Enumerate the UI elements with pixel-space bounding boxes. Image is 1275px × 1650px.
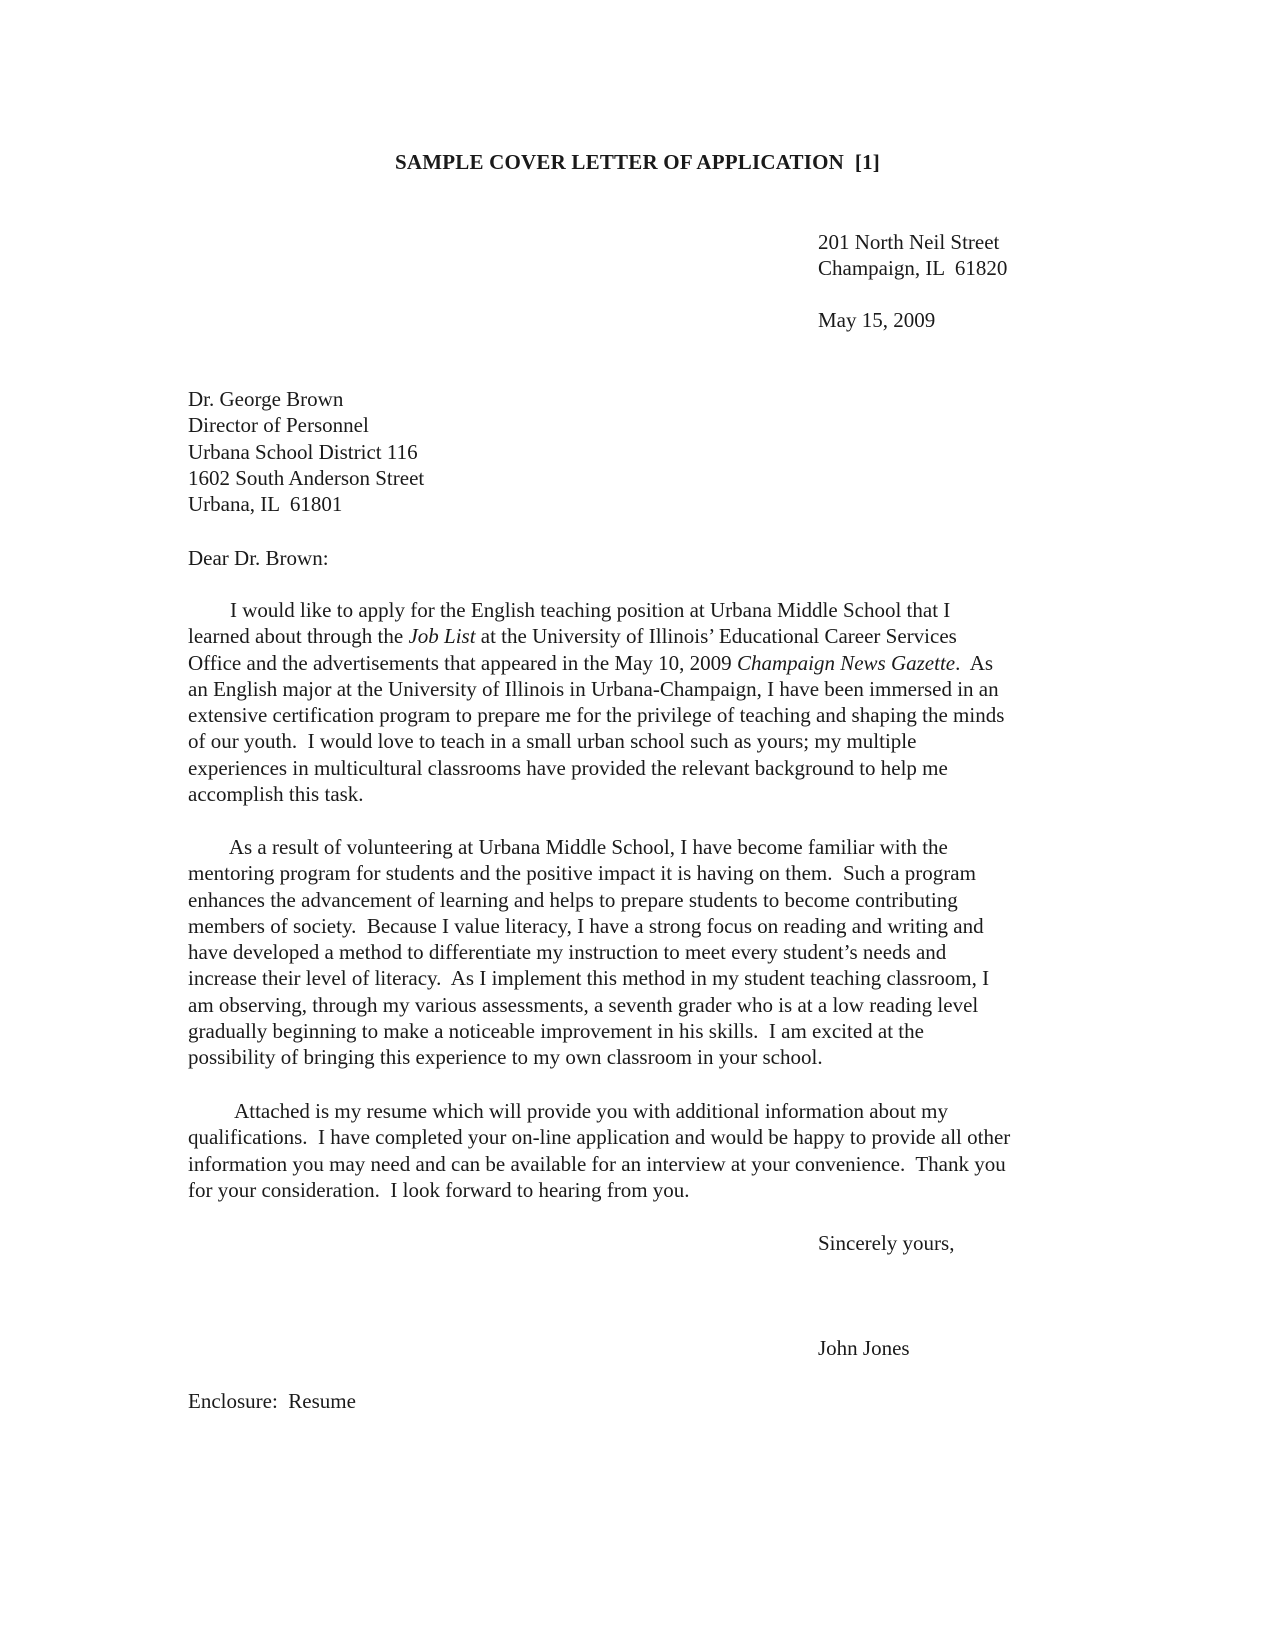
text-run: at the University of Illinois’ Educational Career Services xyxy=(475,624,957,649)
recipient-organization: Urbana School District 116 xyxy=(188,439,418,464)
paragraph-line: gradually beginning to make a noticeable improvement in his skills. I am excited at the xyxy=(188,1019,924,1044)
recipient-street: 1602 South Anderson Street xyxy=(188,465,425,490)
paragraph-line: extensive certification program to prepare me for the privilege of teaching and shaping the minds xyxy=(188,703,1005,728)
paragraph-line: enhances the advancement of learning and helps to prepare students to become contributing xyxy=(188,887,958,912)
paragraph-line: am observing, through my various assessments, a seventh grader who is at a low reading level xyxy=(188,992,979,1017)
signature-name: John Jones xyxy=(818,1336,910,1360)
paragraph-line: qualifications. I have completed your on-line application and would be happy to provide all other xyxy=(188,1125,1011,1150)
paragraph-line: Attached is my resume which will provide you with additional information about my xyxy=(188,1099,948,1123)
closing-text: Sincerely yours, xyxy=(818,1231,955,1255)
text-run: Office and the advertisements that appeared in the May 10, 2009 xyxy=(188,650,737,675)
enclosure-note xyxy=(188,1388,356,1414)
paragraph-line: possibility of bringing this experience to my own classroom in your school. xyxy=(188,1045,823,1070)
paragraph-line: information you may need and can be available for an interview at your convenience. Thank you xyxy=(188,1151,1006,1176)
paragraph-line: of our youth. I would love to teach in a small urban school such as yours; my multiple xyxy=(188,729,917,754)
salutation xyxy=(188,545,329,571)
paragraph-line: members of society. Because I value literacy, I have a strong focus on reading and writing and xyxy=(188,913,984,938)
job-list-title: Job List xyxy=(408,624,476,649)
paragraph-line: I would like to apply for the English teaching position at Urbana Middle School that I xyxy=(188,598,951,622)
newspaper-title: Champaign News Gazette xyxy=(736,650,956,675)
paragraph-line: for your consideration. I look forward to hearing from you. xyxy=(188,1177,690,1202)
salutation-text: Dear Dr. Brown: xyxy=(188,546,329,570)
text-run: . As xyxy=(955,650,994,675)
enclosure-text: Enclosure: Resume xyxy=(188,1389,356,1413)
date-text: May 15, 2009 xyxy=(818,308,936,332)
body-paragraph-2 xyxy=(188,834,1088,1071)
paragraph-line: experiences in multicultural classrooms have provided the relevant background to help me xyxy=(188,755,948,780)
recipient-city: Urbana, IL 61801 xyxy=(188,492,343,517)
page-title: SAMPLE COVER LETTER OF APPLICATION [1] xyxy=(394,150,880,174)
paragraph-line xyxy=(188,650,1088,676)
signature xyxy=(818,1335,910,1361)
recipient-name: Dr. George Brown xyxy=(188,387,344,411)
letter-date xyxy=(818,307,935,333)
sender-address xyxy=(818,229,1007,282)
paragraph-line: an English major at the University of Illinois in Urbana-Champaign, I have been immersed in an xyxy=(188,676,999,701)
body-paragraph-1 xyxy=(188,597,1088,807)
paragraph-line: As a result of volunteering at Urbana Middle School, I have become familiar with the xyxy=(188,835,948,859)
paragraph-line: mentoring program for students and the positive impact it is having on them. Such a program xyxy=(188,861,976,886)
recipient-address xyxy=(188,386,424,517)
paragraph-line: accomplish this task. xyxy=(188,782,364,807)
paragraph-line: increase their level of literacy. As I implement this method in my student teaching classroom, I xyxy=(188,966,990,991)
sender-city: Champaign, IL 61820 xyxy=(818,256,1008,281)
closing xyxy=(818,1230,954,1256)
body-paragraph-3 xyxy=(188,1098,1088,1203)
sender-street: 201 North Neil Street xyxy=(818,230,1000,254)
paragraph-line xyxy=(188,623,1088,649)
paragraph-line: have developed a method to differentiate my instruction to meet every student’s needs and xyxy=(188,940,947,965)
recipient-position: Director of Personnel xyxy=(188,413,369,438)
text-run: learned about through the xyxy=(188,624,409,649)
